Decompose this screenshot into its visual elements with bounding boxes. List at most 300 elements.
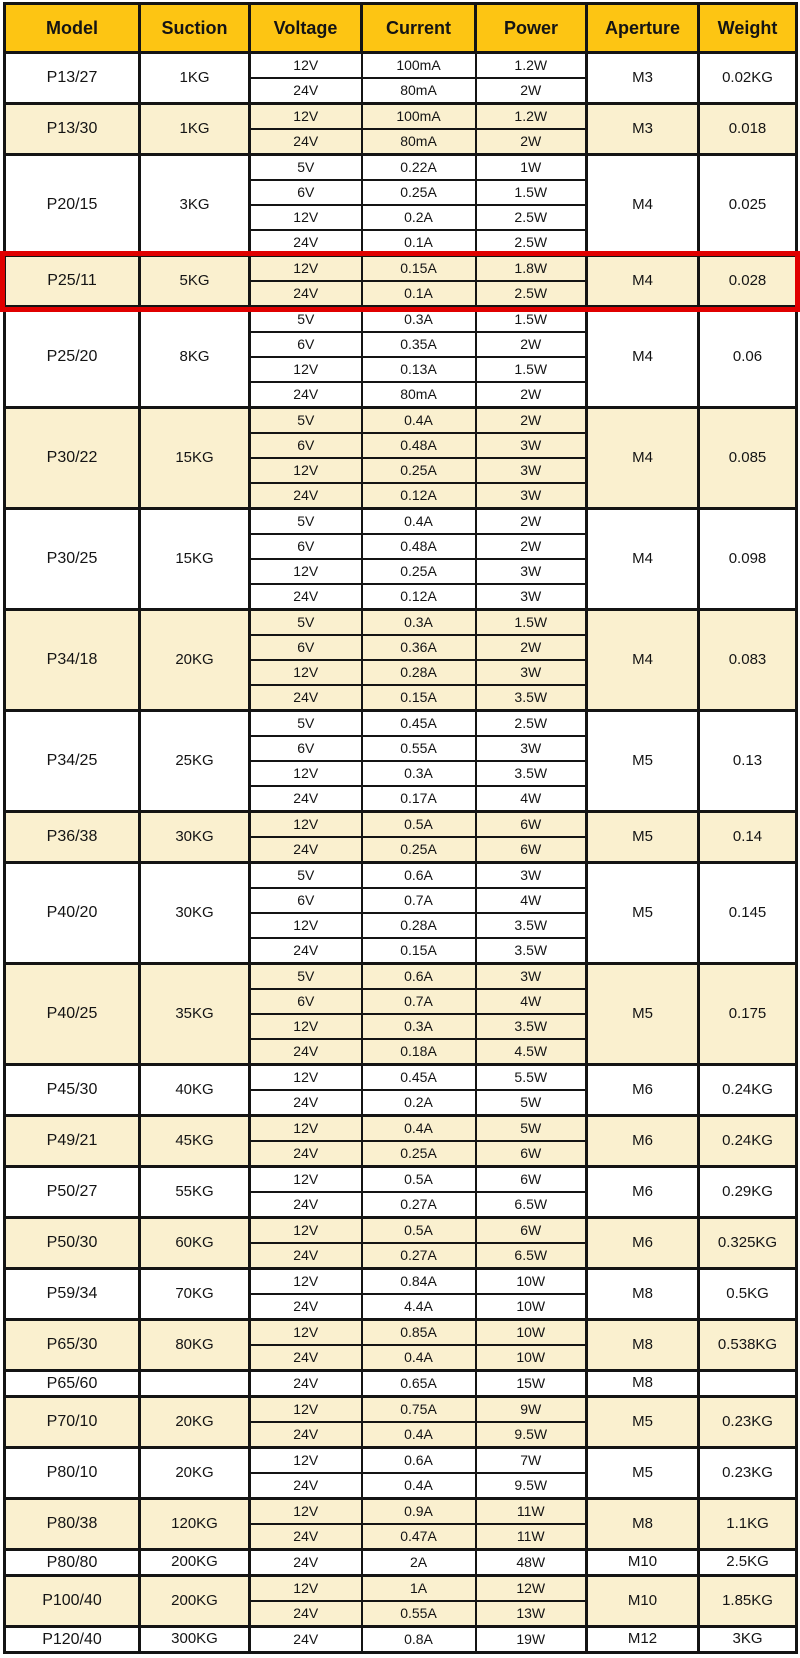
table-row [5, 509, 797, 535]
power-cell: 3W [476, 660, 587, 685]
voltage-cell: 12V [250, 1448, 362, 1474]
power-cell: 1.8W [476, 256, 587, 282]
current-cell: 0.5A [362, 1167, 476, 1193]
current-cell: 0.65A [362, 1371, 476, 1397]
current-cell: 0.25A [362, 1141, 476, 1167]
suction-cell: 5KG [140, 256, 250, 307]
voltage-cell: 5V [250, 964, 362, 990]
voltage-cell: 24V [250, 1141, 362, 1167]
aperture-cell: M4 [587, 307, 699, 408]
weight-cell: 0.13 [699, 711, 797, 812]
power-cell: 11W [476, 1499, 587, 1525]
voltage-cell: 6V [250, 433, 362, 458]
current-cell: 0.6A [362, 964, 476, 990]
power-cell: 10W [476, 1320, 587, 1346]
power-cell: 2.5W [476, 230, 587, 256]
suction-cell: 30KG [140, 812, 250, 863]
weight-cell: 0.29KG [699, 1167, 797, 1218]
current-cell: 80mA [362, 129, 476, 155]
model-cell: P30/22 [5, 408, 140, 509]
table-row [5, 53, 797, 79]
voltage-cell: 12V [250, 1269, 362, 1295]
weight-cell: 0.145 [699, 863, 797, 964]
current-cell: 0.2A [362, 1090, 476, 1116]
voltage-cell: 6V [250, 534, 362, 559]
suction-cell: 300KG [140, 1627, 250, 1653]
weight-cell: 3KG [699, 1627, 797, 1653]
aperture-cell: M12 [587, 1627, 699, 1653]
voltage-cell: 24V [250, 1601, 362, 1627]
table-row [5, 307, 797, 333]
model-group-p34-25 [5, 711, 797, 812]
voltage-cell: 24V [250, 1524, 362, 1550]
model-cell: P49/21 [5, 1116, 140, 1167]
voltage-cell: 24V [250, 129, 362, 155]
suction-cell: 70KG [140, 1269, 250, 1320]
column-header-voltage: Voltage [250, 4, 362, 53]
power-cell: 10W [476, 1345, 587, 1371]
table-row [5, 256, 797, 282]
voltage-cell: 24V [250, 230, 362, 256]
voltage-cell: 6V [250, 888, 362, 913]
current-cell: 0.55A [362, 736, 476, 761]
model-group-p50-30 [5, 1218, 797, 1269]
power-cell: 1.5W [476, 610, 587, 636]
power-cell: 4.5W [476, 1039, 587, 1065]
aperture-cell: M4 [587, 155, 699, 256]
voltage-cell: 12V [250, 559, 362, 584]
suction-cell: 3KG [140, 155, 250, 256]
table-row [5, 104, 797, 130]
model-cell: P34/25 [5, 711, 140, 812]
weight-cell: 0.175 [699, 964, 797, 1065]
column-header-aperture: Aperture [587, 4, 699, 53]
column-header-current: Current [362, 4, 476, 53]
voltage-cell: 24V [250, 1192, 362, 1218]
current-cell: 0.4A [362, 1473, 476, 1499]
current-cell: 0.7A [362, 888, 476, 913]
model-group-p34-18 [5, 610, 797, 711]
suction-cell: 20KG [140, 610, 250, 711]
current-cell: 0.3A [362, 610, 476, 636]
current-cell: 0.15A [362, 685, 476, 711]
power-cell: 9W [476, 1397, 587, 1423]
current-cell: 80mA [362, 382, 476, 408]
weight-cell: 0.24KG [699, 1065, 797, 1116]
voltage-cell: 24V [250, 281, 362, 307]
model-cell: P25/20 [5, 307, 140, 408]
table-row [5, 1448, 797, 1474]
table-row [5, 1218, 797, 1244]
model-cell: P80/80 [5, 1550, 140, 1576]
model-group-p13-30 [5, 104, 797, 155]
current-cell: 0.22A [362, 155, 476, 181]
table-row [5, 1397, 797, 1423]
weight-cell: 0.325KG [699, 1218, 797, 1269]
voltage-cell: 5V [250, 509, 362, 535]
voltage-cell: 12V [250, 761, 362, 786]
power-cell: 3.5W [476, 685, 587, 711]
header-row [5, 4, 797, 53]
table-row [5, 408, 797, 434]
suction-cell: 60KG [140, 1218, 250, 1269]
voltage-cell: 12V [250, 458, 362, 483]
aperture-cell: M6 [587, 1116, 699, 1167]
current-cell: 0.8A [362, 1627, 476, 1653]
power-cell: 19W [476, 1627, 587, 1653]
aperture-cell: M5 [587, 812, 699, 863]
model-group-p80-38 [5, 1499, 797, 1550]
current-cell: 0.3A [362, 1014, 476, 1039]
table-row [5, 1320, 797, 1346]
voltage-cell: 24V [250, 1473, 362, 1499]
suction-cell: 200KG [140, 1550, 250, 1576]
voltage-cell: 24V [250, 1627, 362, 1653]
current-cell: 0.28A [362, 913, 476, 938]
aperture-cell: M4 [587, 610, 699, 711]
current-cell: 0.17A [362, 786, 476, 812]
model-group-p49-21 [5, 1116, 797, 1167]
suction-cell: 40KG [140, 1065, 250, 1116]
aperture-cell: M6 [587, 1167, 699, 1218]
model-cell: P80/38 [5, 1499, 140, 1550]
suction-cell: 35KG [140, 964, 250, 1065]
power-cell: 2.5W [476, 711, 587, 737]
suction-cell: 20KG [140, 1448, 250, 1499]
aperture-cell: M8 [587, 1499, 699, 1550]
power-cell: 6.5W [476, 1243, 587, 1269]
weight-cell: 0.025 [699, 155, 797, 256]
weight-cell: 0.085 [699, 408, 797, 509]
power-cell: 3W [476, 736, 587, 761]
power-cell: 2W [476, 332, 587, 357]
voltage-cell: 12V [250, 812, 362, 838]
power-cell: 2.5W [476, 281, 587, 307]
voltage-cell: 12V [250, 205, 362, 230]
table-row [5, 1499, 797, 1525]
table-row [5, 1576, 797, 1602]
current-cell: 0.5A [362, 812, 476, 838]
voltage-cell: 12V [250, 53, 362, 79]
current-cell: 0.7A [362, 989, 476, 1014]
current-cell: 100mA [362, 104, 476, 130]
aperture-cell: M8 [587, 1320, 699, 1371]
current-cell: 0.5A [362, 1218, 476, 1244]
weight-cell: 0.538KG [699, 1320, 797, 1371]
table-row [5, 1167, 797, 1193]
weight-cell [699, 1371, 797, 1397]
power-cell: 1.2W [476, 104, 587, 130]
table-row [5, 1550, 797, 1576]
voltage-cell: 5V [250, 863, 362, 889]
voltage-cell: 24V [250, 1294, 362, 1320]
power-cell: 2W [476, 129, 587, 155]
aperture-cell: M10 [587, 1576, 699, 1627]
model-group-p30-25 [5, 509, 797, 610]
model-group-p30-22 [5, 408, 797, 509]
model-group-p80-80 [5, 1550, 797, 1576]
voltage-cell: 12V [250, 1320, 362, 1346]
power-cell: 3W [476, 458, 587, 483]
model-cell: P34/18 [5, 610, 140, 711]
current-cell: 0.18A [362, 1039, 476, 1065]
power-cell: 3W [476, 964, 587, 990]
voltage-cell: 12V [250, 1499, 362, 1525]
current-cell: 0.25A [362, 837, 476, 863]
aperture-cell: M8 [587, 1269, 699, 1320]
power-cell: 4W [476, 786, 587, 812]
column-header-power: Power [476, 4, 587, 53]
column-header-suction: Suction [140, 4, 250, 53]
current-cell: 0.25A [362, 180, 476, 205]
power-cell: 1W [476, 155, 587, 181]
power-cell: 3W [476, 559, 587, 584]
current-cell: 0.35A [362, 332, 476, 357]
weight-cell: 0.06 [699, 307, 797, 408]
power-cell: 1.5W [476, 180, 587, 205]
power-cell: 15W [476, 1371, 587, 1397]
current-cell: 0.84A [362, 1269, 476, 1295]
power-cell: 2W [476, 382, 587, 408]
voltage-cell: 12V [250, 660, 362, 685]
model-group-p80-10 [5, 1448, 797, 1499]
power-cell: 48W [476, 1550, 587, 1576]
model-group-p59-34 [5, 1269, 797, 1320]
power-cell: 5W [476, 1116, 587, 1142]
power-cell: 6W [476, 1141, 587, 1167]
voltage-cell: 24V [250, 685, 362, 711]
voltage-cell: 24V [250, 1243, 362, 1269]
table-header [5, 4, 797, 53]
suction-cell: 20KG [140, 1397, 250, 1448]
model-group-p36-38 [5, 812, 797, 863]
current-cell: 0.3A [362, 761, 476, 786]
voltage-cell: 6V [250, 736, 362, 761]
current-cell: 0.28A [362, 660, 476, 685]
weight-cell: 2.5KG [699, 1550, 797, 1576]
aperture-cell: M3 [587, 53, 699, 104]
model-cell: P100/40 [5, 1576, 140, 1627]
power-cell: 2W [476, 534, 587, 559]
voltage-cell: 24V [250, 78, 362, 104]
current-cell: 0.4A [362, 408, 476, 434]
current-cell: 0.4A [362, 1345, 476, 1371]
model-group-p50-27 [5, 1167, 797, 1218]
current-cell: 0.85A [362, 1320, 476, 1346]
model-group-p40-25 [5, 964, 797, 1065]
weight-cell: 0.083 [699, 610, 797, 711]
aperture-cell: M5 [587, 964, 699, 1065]
power-cell: 7W [476, 1448, 587, 1474]
model-cell: P40/25 [5, 964, 140, 1065]
aperture-cell: M5 [587, 1397, 699, 1448]
power-cell: 6W [476, 1218, 587, 1244]
current-cell: 0.15A [362, 938, 476, 964]
model-group-p45-30 [5, 1065, 797, 1116]
voltage-cell: 12V [250, 1576, 362, 1602]
model-group-p13-27 [5, 53, 797, 104]
table-row [5, 1065, 797, 1091]
voltage-cell: 12V [250, 1218, 362, 1244]
power-cell: 3W [476, 483, 587, 509]
table-row [5, 1627, 797, 1653]
current-cell: 0.48A [362, 433, 476, 458]
voltage-cell: 5V [250, 408, 362, 434]
aperture-cell: M3 [587, 104, 699, 155]
current-cell: 0.6A [362, 1448, 476, 1474]
power-cell: 2W [476, 78, 587, 104]
suction-cell: 1KG [140, 104, 250, 155]
current-cell: 1A [362, 1576, 476, 1602]
current-cell: 0.15A [362, 256, 476, 282]
current-cell: 0.27A [362, 1192, 476, 1218]
voltage-cell: 12V [250, 1116, 362, 1142]
power-cell: 4W [476, 888, 587, 913]
power-cell: 6W [476, 1167, 587, 1193]
model-cell: P20/15 [5, 155, 140, 256]
power-cell: 1.2W [476, 53, 587, 79]
suction-cell: 45KG [140, 1116, 250, 1167]
aperture-cell: M6 [587, 1065, 699, 1116]
voltage-cell: 12V [250, 256, 362, 282]
model-group-p65-60 [5, 1371, 797, 1397]
current-cell: 0.27A [362, 1243, 476, 1269]
model-group-p120-40 [5, 1627, 797, 1653]
aperture-cell: M8 [587, 1371, 699, 1397]
current-cell: 0.4A [362, 509, 476, 535]
current-cell: 0.9A [362, 1499, 476, 1525]
weight-cell: 0.098 [699, 509, 797, 610]
power-cell: 3.5W [476, 913, 587, 938]
suction-cell: 200KG [140, 1576, 250, 1627]
model-group-p25-20 [5, 307, 797, 408]
power-cell: 2W [476, 635, 587, 660]
power-cell: 10W [476, 1269, 587, 1295]
suction-cell: 15KG [140, 408, 250, 509]
aperture-cell: M5 [587, 863, 699, 964]
voltage-cell: 12V [250, 357, 362, 382]
weight-cell: 0.24KG [699, 1116, 797, 1167]
model-group-p20-15 [5, 155, 797, 256]
model-group-p40-20 [5, 863, 797, 964]
current-cell: 0.2A [362, 205, 476, 230]
power-cell: 5W [476, 1090, 587, 1116]
weight-cell: 1.85KG [699, 1576, 797, 1627]
power-cell: 11W [476, 1524, 587, 1550]
suction-cell: 55KG [140, 1167, 250, 1218]
suction-cell: 25KG [140, 711, 250, 812]
current-cell: 0.25A [362, 458, 476, 483]
weight-cell: 0.14 [699, 812, 797, 863]
voltage-cell: 12V [250, 104, 362, 130]
voltage-cell: 6V [250, 332, 362, 357]
voltage-cell: 24V [250, 1039, 362, 1065]
aperture-cell: M4 [587, 509, 699, 610]
aperture-cell: M6 [587, 1218, 699, 1269]
model-cell: P59/34 [5, 1269, 140, 1320]
current-cell: 0.4A [362, 1422, 476, 1448]
voltage-cell: 6V [250, 989, 362, 1014]
model-cell: P65/60 [5, 1371, 140, 1397]
model-cell: P30/25 [5, 509, 140, 610]
voltage-cell: 5V [250, 711, 362, 737]
power-cell: 1.5W [476, 357, 587, 382]
power-cell: 9.5W [476, 1473, 587, 1499]
weight-cell: 0.028 [699, 256, 797, 307]
model-group-p25-11 [5, 256, 797, 307]
power-cell: 13W [476, 1601, 587, 1627]
aperture-cell: M5 [587, 1448, 699, 1499]
weight-cell: 1.1KG [699, 1499, 797, 1550]
voltage-cell: 24V [250, 938, 362, 964]
aperture-cell: M5 [587, 711, 699, 812]
model-cell: P25/11 [5, 256, 140, 307]
voltage-cell: 5V [250, 610, 362, 636]
voltage-cell: 24V [250, 1422, 362, 1448]
voltage-cell: 24V [250, 382, 362, 408]
voltage-cell: 6V [250, 635, 362, 660]
voltage-cell: 12V [250, 1397, 362, 1423]
voltage-cell: 24V [250, 483, 362, 509]
voltage-cell: 12V [250, 1167, 362, 1193]
table-row [5, 711, 797, 737]
model-cell: P120/40 [5, 1627, 140, 1653]
aperture-cell: M4 [587, 256, 699, 307]
aperture-cell: M10 [587, 1550, 699, 1576]
weight-cell: 0.018 [699, 104, 797, 155]
spec-table [3, 2, 798, 1654]
current-cell: 0.36A [362, 635, 476, 660]
voltage-cell: 24V [250, 1550, 362, 1576]
model-cell: P50/30 [5, 1218, 140, 1269]
current-cell: 100mA [362, 53, 476, 79]
model-group-p100-40 [5, 1576, 797, 1627]
power-cell: 10W [476, 1294, 587, 1320]
model-cell: P40/20 [5, 863, 140, 964]
table-row [5, 155, 797, 181]
suction-cell: 30KG [140, 863, 250, 964]
power-cell: 2.5W [476, 205, 587, 230]
power-cell: 3W [476, 863, 587, 889]
voltage-cell: 24V [250, 584, 362, 610]
voltage-cell: 6V [250, 180, 362, 205]
voltage-cell: 24V [250, 837, 362, 863]
weight-cell: 0.02KG [699, 53, 797, 104]
power-cell: 5.5W [476, 1065, 587, 1091]
power-cell: 6W [476, 837, 587, 863]
weight-cell: 0.23KG [699, 1448, 797, 1499]
power-cell: 1.5W [476, 307, 587, 333]
table-row [5, 610, 797, 636]
current-cell: 0.13A [362, 357, 476, 382]
voltage-cell: 5V [250, 307, 362, 333]
current-cell: 0.48A [362, 534, 476, 559]
suction-cell: 120KG [140, 1499, 250, 1550]
table-row [5, 1371, 797, 1397]
table-row [5, 964, 797, 990]
table-row [5, 1269, 797, 1295]
suction-cell [140, 1371, 250, 1397]
column-header-weight: Weight [699, 4, 797, 53]
column-header-model: Model [5, 4, 140, 53]
model-cell: P80/10 [5, 1448, 140, 1499]
voltage-cell: 24V [250, 1371, 362, 1397]
current-cell: 0.55A [362, 1601, 476, 1627]
current-cell: 0.4A [362, 1116, 476, 1142]
power-cell: 3W [476, 433, 587, 458]
power-cell: 2W [476, 408, 587, 434]
current-cell: 0.45A [362, 711, 476, 737]
